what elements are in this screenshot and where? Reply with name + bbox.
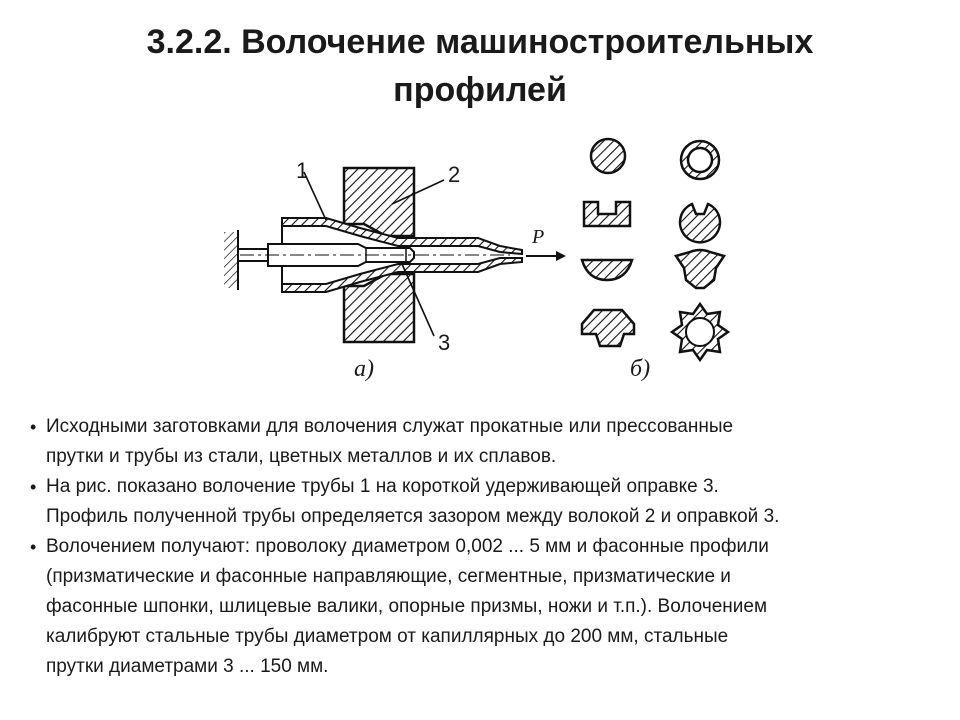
callout-2: 2: [448, 162, 461, 187]
bullet-list: [30, 412, 940, 682]
profile-segment: [582, 260, 632, 280]
profile-tube-bore: [688, 148, 712, 172]
profile-slotted-round: [680, 204, 720, 242]
profile-splined-tube-bore: [686, 318, 714, 346]
callout-3: 3: [438, 330, 451, 355]
bullet-line: На рис. показано волочение трубы 1 на короткой удерживающей оправке 3.: [46, 476, 719, 497]
bullet-line: (призматические и фасонные направляющие, сегментные, призматические и: [46, 566, 731, 587]
profile-key: [582, 310, 634, 346]
bullet-line: Исходными заготовками для волочения служат прокатные или прессованные: [46, 416, 734, 437]
bullet-line: прутки диаметрами 3 ... 150 мм.: [46, 656, 329, 677]
bullet-item: [30, 472, 940, 532]
bullet-line: Профиль полученной трубы определяется зазором между волокой 2 и оправкой 3.: [46, 506, 780, 527]
force-label: P: [532, 226, 545, 248]
profile-channel: [584, 202, 630, 226]
callout-1: 1: [296, 158, 309, 183]
bullet-line: прутки и трубы из стали, цветных металлов и их сплавов.: [46, 446, 557, 467]
profile-shaped-rod: [676, 250, 724, 288]
force-arrow-head: [556, 251, 566, 261]
bullet-line: фасонные шпонки, шлицевые валики, опорные призмы, ножи и т.п.). Волочением: [46, 596, 768, 617]
slide-title: [60, 18, 900, 114]
bullet-dot: •: [30, 537, 37, 557]
profile-sections: [582, 139, 728, 360]
bullet-line: Волочением получают: проволоку диаметром 0,002 ... 5 мм и фасонные профили: [46, 536, 769, 557]
title-line-1: 3.2.2. Волочение машиностроительных: [146, 23, 814, 61]
bullet-dot: •: [30, 417, 37, 437]
drawing-figure: [210, 128, 750, 390]
figure-label-b: б): [630, 356, 651, 382]
drawing-svg: [210, 128, 750, 390]
wall-fixture: [224, 232, 238, 288]
bullet-item: [30, 532, 940, 682]
title-line-2: профилей: [393, 71, 567, 109]
tube-drawing-diagram: [224, 168, 566, 342]
profile-round-bar: [591, 139, 625, 173]
figure-label-a: а): [354, 356, 374, 382]
bullet-item: [30, 412, 940, 472]
bullet-dot: •: [30, 477, 37, 497]
bullet-line: калибруют стальные трубы диаметром от капиллярных до 200 мм, стальные: [46, 626, 729, 647]
